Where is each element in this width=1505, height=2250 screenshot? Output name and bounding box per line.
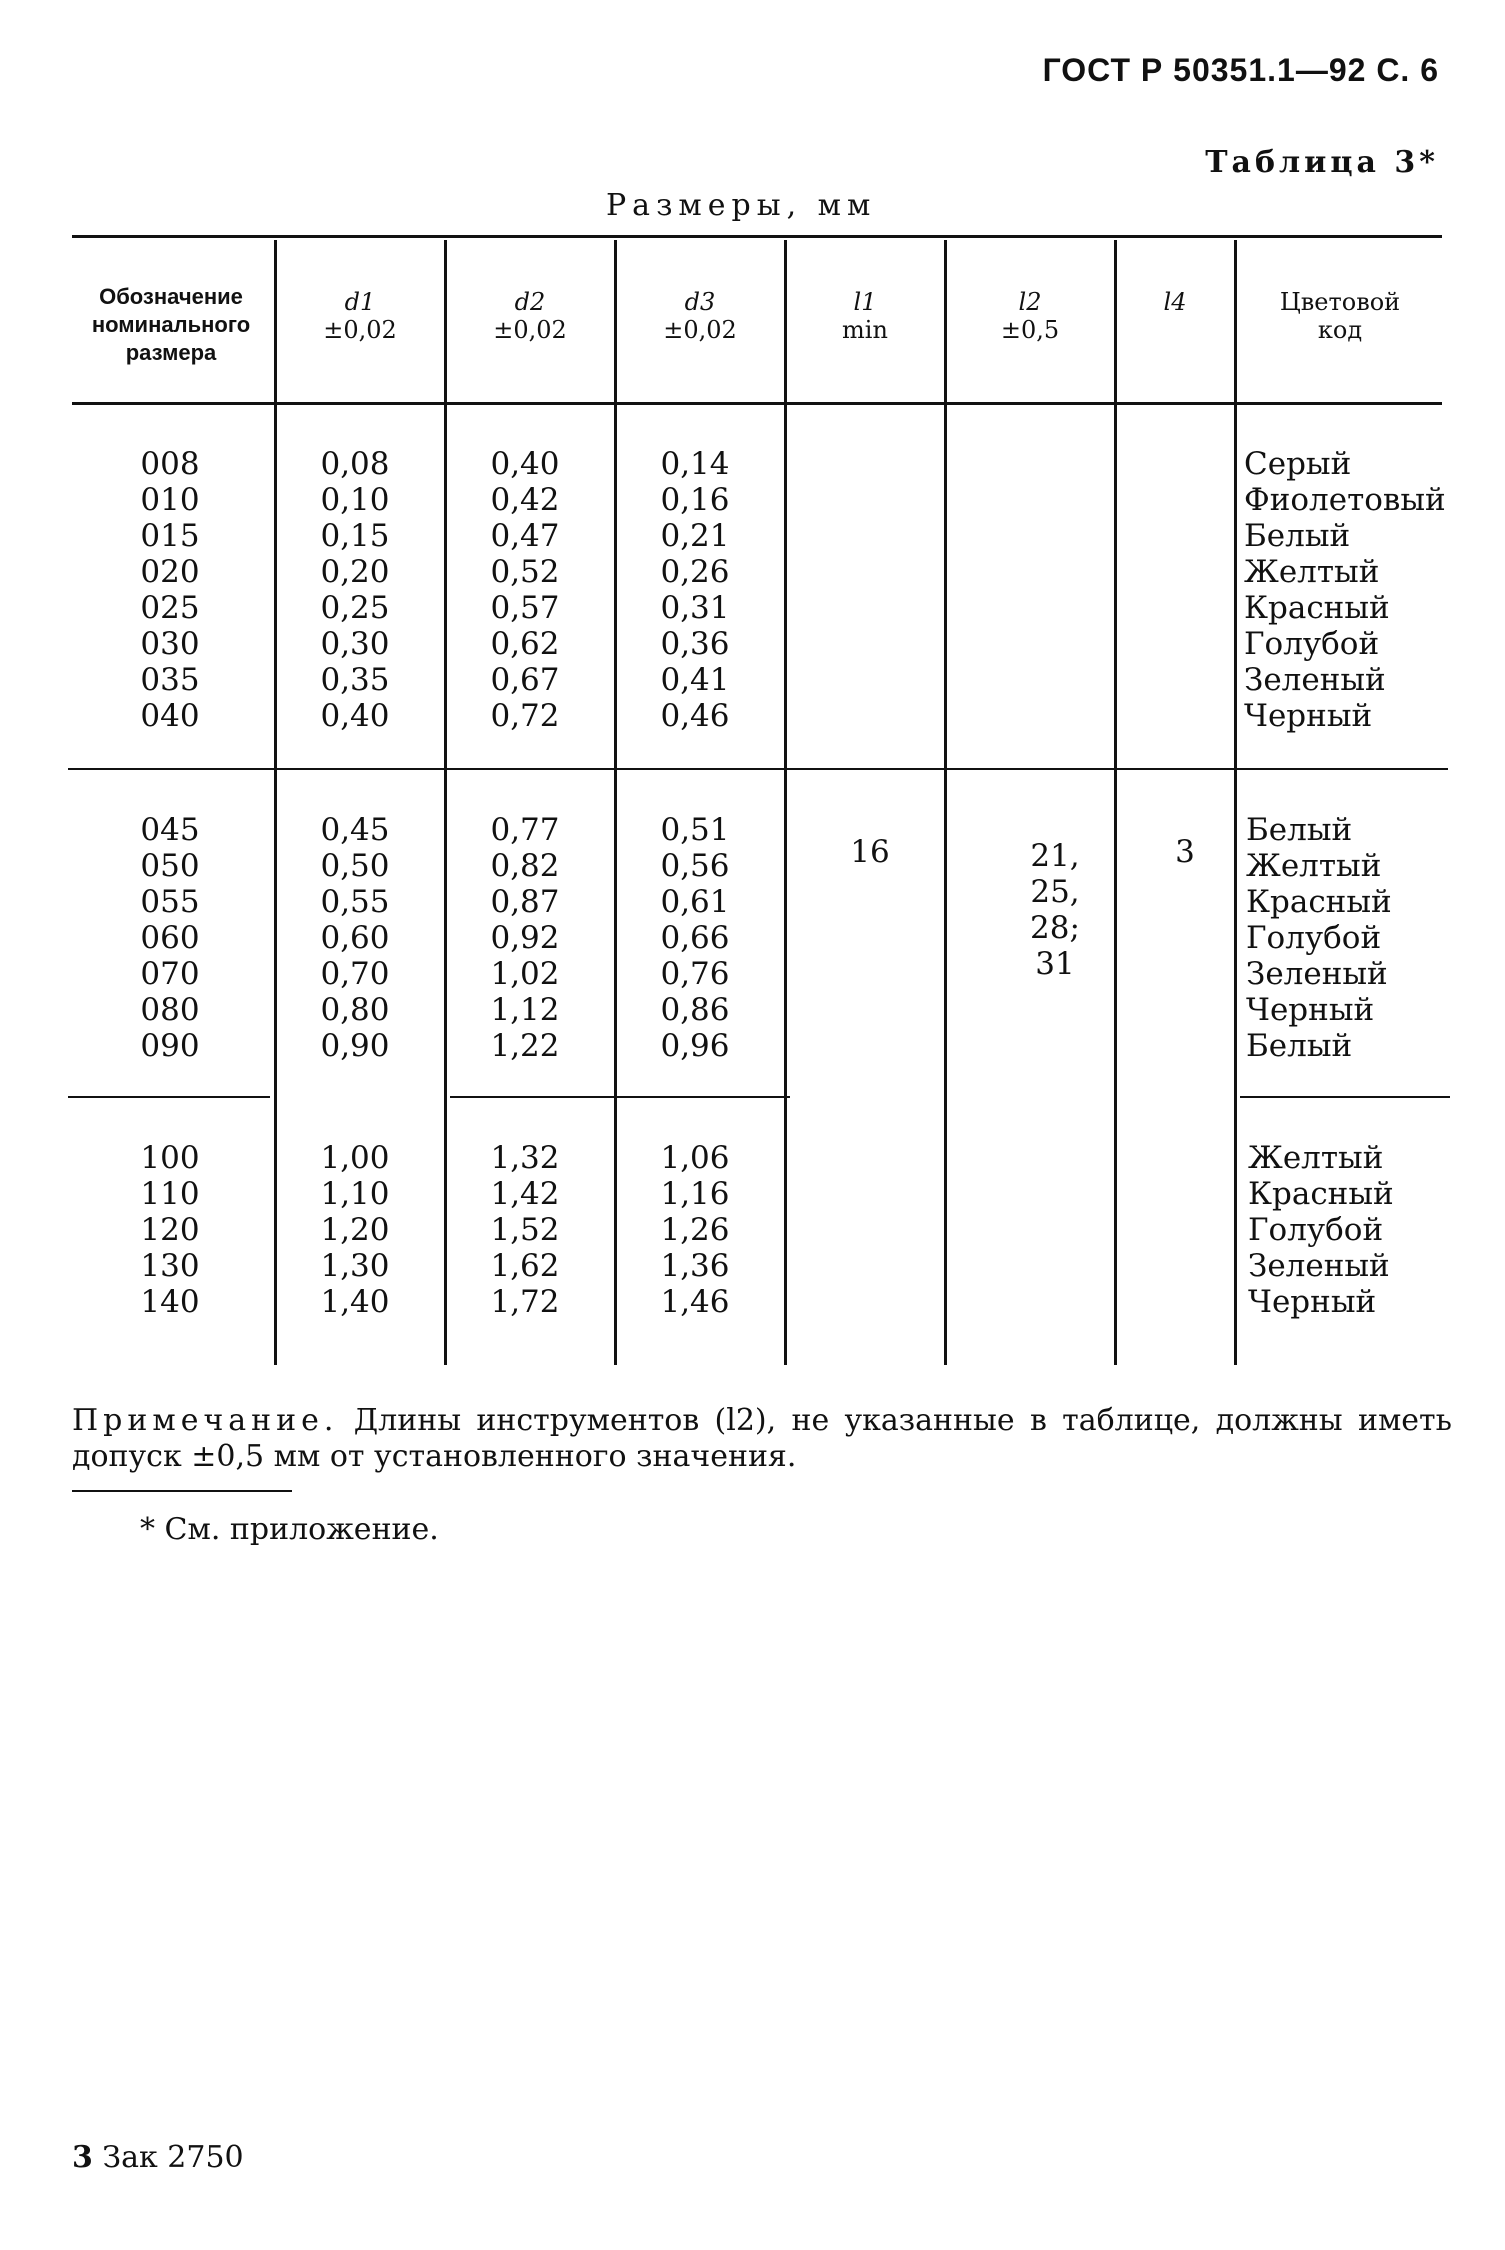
header-d3-symbol: d3 bbox=[684, 288, 716, 316]
order-text: Зак 2750 bbox=[102, 2140, 244, 2175]
footnote: * См. приложение. bbox=[140, 1512, 439, 1547]
header-d1-symbol: d1 bbox=[344, 288, 376, 316]
group-rule-2-right bbox=[1240, 1096, 1450, 1098]
column-divider bbox=[944, 240, 947, 1365]
header-l1-symbol: l1 bbox=[853, 288, 877, 316]
note-text: Длины инструментов (l2), не указанные в таблице, должны иметь допуск ±0,5 мм от установленного значения. bbox=[72, 1403, 1452, 1474]
color-group-2: Белый Желтый Красный Голубой Зеленый Черный Белый bbox=[1246, 812, 1392, 1064]
header-d2-symbol: d2 bbox=[514, 288, 546, 316]
header-l4 bbox=[1118, 288, 1232, 316]
d1-group-2: 0,45 0,50 0,55 0,60 0,70 0,80 0,90 bbox=[320, 812, 390, 1064]
header-d1 bbox=[278, 288, 442, 344]
column-divider bbox=[274, 240, 277, 1365]
group-rule-2-left bbox=[68, 1096, 270, 1098]
header-l2 bbox=[948, 288, 1112, 344]
column-divider bbox=[1234, 240, 1237, 1365]
l4-value: 3 bbox=[1175, 834, 1195, 870]
header-l1-tolerance: min bbox=[842, 316, 888, 344]
d1-group-3: 1,00 1,10 1,20 1,30 1,40 bbox=[320, 1140, 390, 1320]
units-label: Размеры, мм bbox=[606, 188, 877, 223]
d3-group-1: 0,14 0,16 0,21 0,26 0,31 0,36 0,41 0,46 bbox=[660, 446, 730, 734]
header-d3-tolerance: ±0,02 bbox=[663, 316, 737, 344]
column-divider bbox=[444, 240, 447, 1365]
table-note bbox=[72, 1403, 1452, 1475]
group-rule-2-mid bbox=[450, 1096, 790, 1098]
header-d2 bbox=[448, 288, 612, 344]
header-color-code: Цветовой код bbox=[1279, 288, 1401, 344]
order-mark bbox=[72, 2140, 244, 2175]
header-l4-symbol: l4 bbox=[1163, 288, 1187, 316]
color-group-1: Серый Фиолетовый Белый Желтый Красный Голубой Зеленый Черный bbox=[1244, 446, 1446, 734]
header-d3 bbox=[618, 288, 782, 344]
page-header: ГОСТ Р 50351.1—92 С. 6 bbox=[1042, 52, 1439, 88]
l2-values: 21, 25, 28; 31 bbox=[1030, 838, 1080, 982]
header-l2-symbol: l2 bbox=[1018, 288, 1042, 316]
order-number: 3 bbox=[72, 2140, 93, 2175]
d3-group-2: 0,51 0,56 0,61 0,66 0,76 0,86 0,96 bbox=[660, 812, 730, 1064]
header-l1 bbox=[788, 288, 942, 344]
table-caption: Таблица 3* bbox=[1205, 145, 1439, 180]
header-designation: Обозначение номинального размера bbox=[91, 284, 251, 365]
d1-group-1: 0,08 0,10 0,15 0,20 0,25 0,30 0,35 0,40 bbox=[320, 446, 390, 734]
d2-group-1: 0,40 0,42 0,47 0,52 0,57 0,62 0,67 0,72 bbox=[490, 446, 560, 734]
d3-group-3: 1,06 1,16 1,26 1,36 1,46 bbox=[660, 1140, 730, 1320]
designation-group-1: 008 010 015 020 025 030 035 040 bbox=[140, 446, 200, 734]
header-d2-tolerance: ±0,02 bbox=[493, 316, 567, 344]
table-top-rule bbox=[72, 235, 1442, 238]
header-d1-tolerance: ±0,02 bbox=[323, 316, 397, 344]
note-label: Примечание. bbox=[72, 1403, 339, 1438]
designation-group-3: 100 110 120 130 140 bbox=[140, 1140, 200, 1320]
designation-group-2: 045 050 055 060 070 080 090 bbox=[140, 812, 200, 1064]
column-divider bbox=[614, 240, 617, 1365]
header-l2-tolerance: ±0,5 bbox=[1000, 316, 1060, 344]
d2-group-2: 0,77 0,82 0,87 0,92 1,02 1,12 1,22 bbox=[490, 812, 560, 1064]
color-group-3: Желтый Красный Голубой Зеленый Черный bbox=[1248, 1140, 1394, 1320]
d2-group-3: 1,32 1,42 1,52 1,62 1,72 bbox=[490, 1140, 560, 1320]
column-divider bbox=[784, 240, 787, 1365]
l1-value: 16 bbox=[850, 834, 890, 870]
column-divider bbox=[1114, 240, 1117, 1365]
footnote-separator bbox=[72, 1490, 292, 1492]
